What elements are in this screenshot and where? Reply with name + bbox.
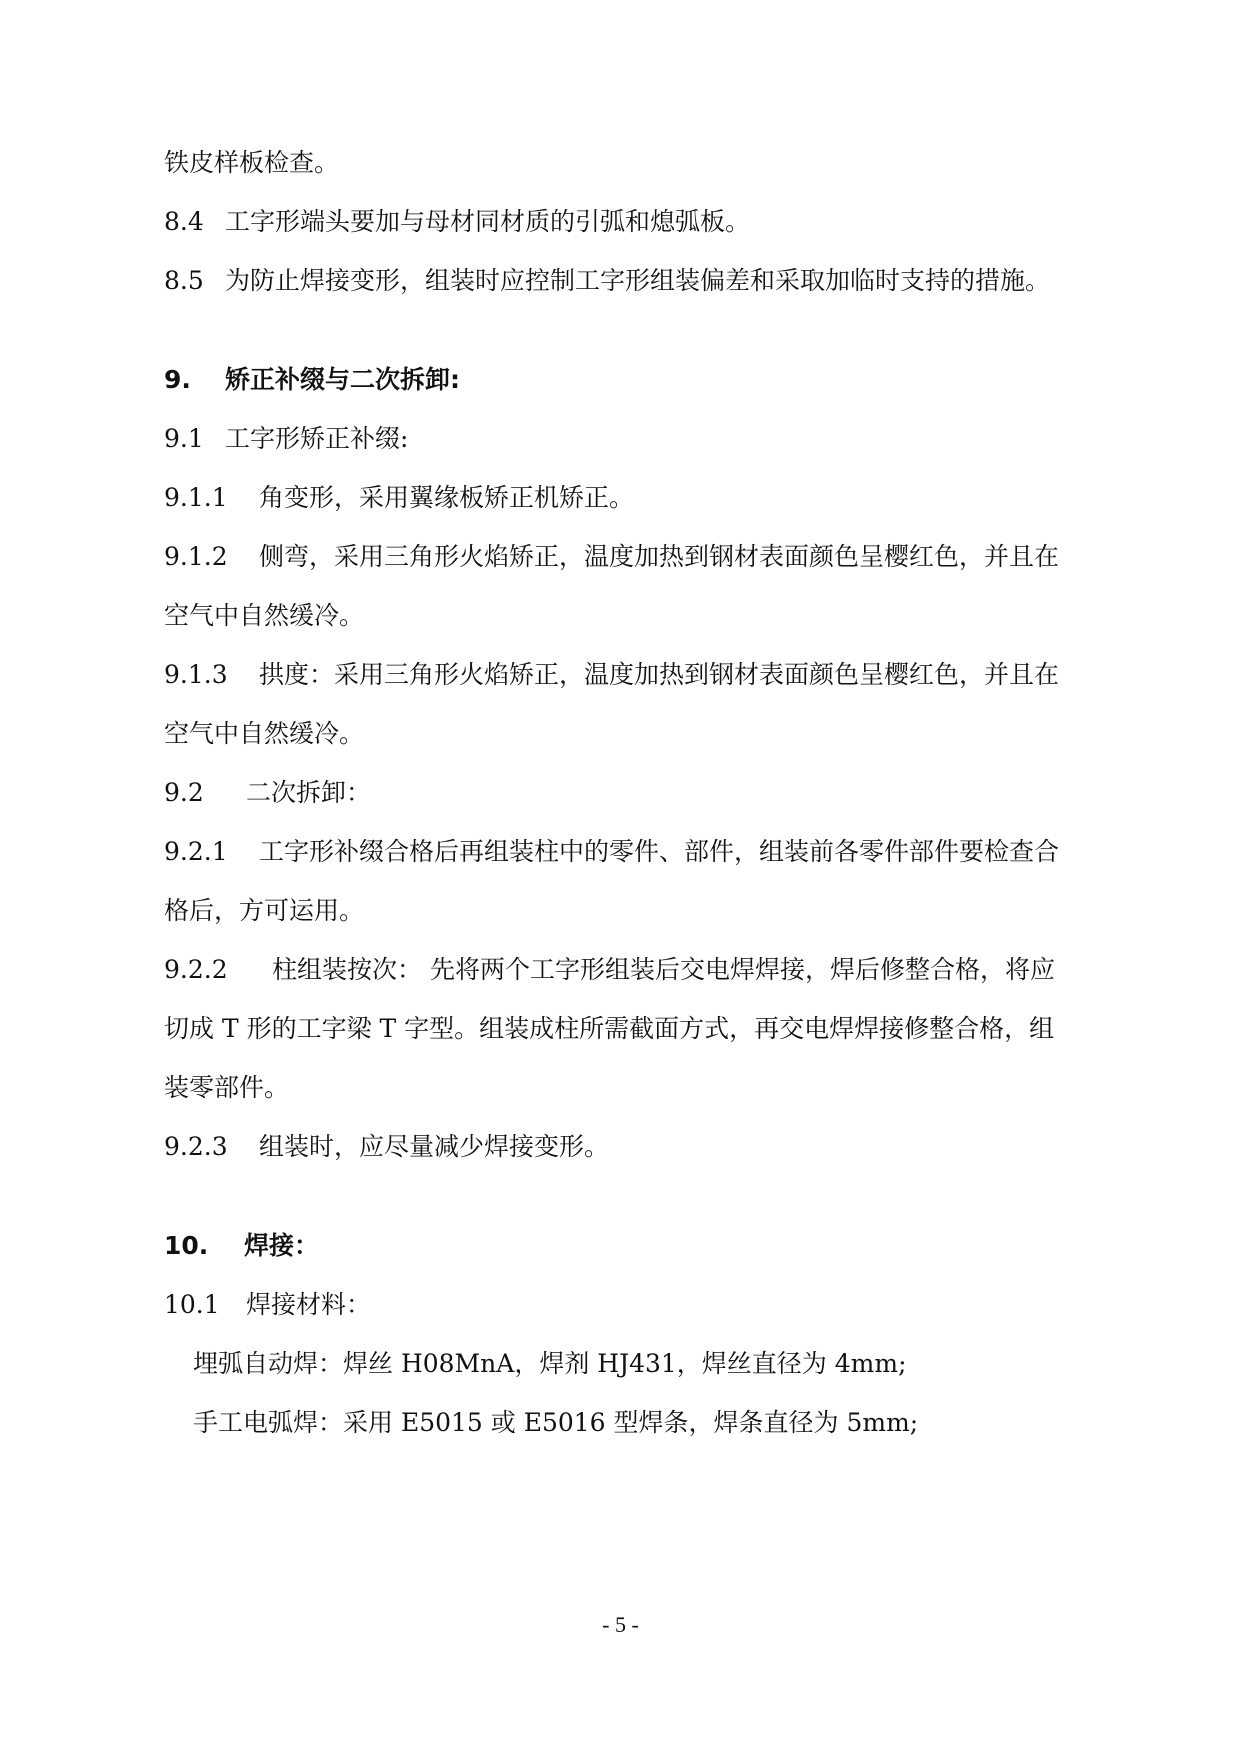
clause-number: 9.1.3: [164, 660, 228, 689]
clause-8-5: [164, 261, 1050, 301]
line-text: 装零部件。: [164, 1073, 290, 1102]
clause-number: 9.1: [164, 424, 204, 453]
clause-9-1-2: [164, 537, 1059, 577]
clause-8-4: [164, 202, 750, 242]
text-line-continuation: [164, 714, 364, 754]
clause-9-2-1: [164, 832, 1059, 872]
text-line: [164, 143, 339, 183]
clause-text: 组装时，应尽量减少焊接变形。: [259, 1132, 610, 1161]
line-text: 切成 T 形的工字梁 T 字型。组装成柱所需截面方式，再交电焊焊接修整合格，组: [164, 1014, 1055, 1043]
clause-number: 8.4: [164, 207, 204, 236]
section-number: 9.: [164, 365, 191, 394]
line-text: 铁皮样板检查。: [164, 148, 340, 177]
clause-9-2-3: [164, 1127, 609, 1167]
clause-text: 为防止焊接变形，组装时应控制工字形组装偏差和采取加临时支持的措施。: [225, 266, 1051, 295]
clause-text: 工字形矫正补缀:: [225, 424, 409, 453]
clause-9-2-2: [164, 950, 1055, 990]
section-title: 矫正补缀与二次拆卸:: [225, 365, 460, 394]
clause-9-1-3: [164, 655, 1059, 695]
clause-number: 9.1.2: [164, 542, 228, 571]
clause-number: 9.2.3: [164, 1132, 228, 1161]
line-text: 埋弧自动焊：焊丝 H08MnA，焊剂 HJ431，焊丝直径为 4mm;: [193, 1349, 907, 1378]
text-line-continuation: [164, 1009, 1054, 1049]
text-line-continuation: [164, 1068, 289, 1108]
clause-number: 9.2.2: [164, 955, 228, 984]
text-line-continuation: [164, 891, 364, 931]
material-line-saw: [193, 1344, 907, 1384]
line-text: 手工电弧焊：采用 E5015 或 E5016 型焊条，焊条直径为 5mm;: [193, 1408, 919, 1437]
clause-10-1: [164, 1285, 371, 1325]
section-heading-10: [164, 1226, 319, 1266]
clause-text: 工字形端头要加与母材同材质的引弧和熄弧板。: [225, 207, 751, 236]
clause-text: 拱度：采用三角形火焰矫正，温度加热到钢材表面颜色呈樱红色，并且在: [259, 660, 1060, 689]
section-heading-9: [164, 360, 460, 400]
line-text: 格后，方可运用。: [164, 896, 365, 925]
text-line-continuation: [164, 596, 364, 636]
clause-9-1: [164, 419, 408, 459]
clause-number: 9.2.1: [164, 837, 228, 866]
clause-text: 工字形补缀合格后再组装柱中的零件、部件，组装前各零件部件要检查合: [259, 837, 1060, 866]
clause-text: 焊接材料：: [246, 1290, 372, 1319]
clause-text: 侧弯，采用三角形火焰矫正，温度加热到钢材表面颜色呈樱红色，并且在: [259, 542, 1060, 571]
line-text: 空气中自然缓冷。: [164, 601, 365, 630]
clause-9-2: [164, 773, 371, 813]
clause-number: 8.5: [164, 266, 204, 295]
page-number: - 5 -: [602, 1612, 639, 1637]
clause-text: 角变形，采用翼缘板矫正机矫正。: [259, 483, 635, 512]
section-number: 10.: [164, 1231, 209, 1260]
clause-text: 二次拆卸：: [246, 778, 372, 807]
clause-text: 柱组装按次： 先将两个工字形组装后交电焊焊接，焊后修整合格，将应: [272, 955, 1055, 984]
clause-number: 10.1: [164, 1290, 220, 1319]
clause-number: 9.2: [164, 778, 204, 807]
clause-number: 9.1.1: [164, 483, 228, 512]
clause-9-1-1: [164, 478, 634, 518]
line-text: 空气中自然缓冷。: [164, 719, 365, 748]
material-line-smaw: [193, 1403, 918, 1443]
section-title: 焊接：: [244, 1231, 320, 1260]
